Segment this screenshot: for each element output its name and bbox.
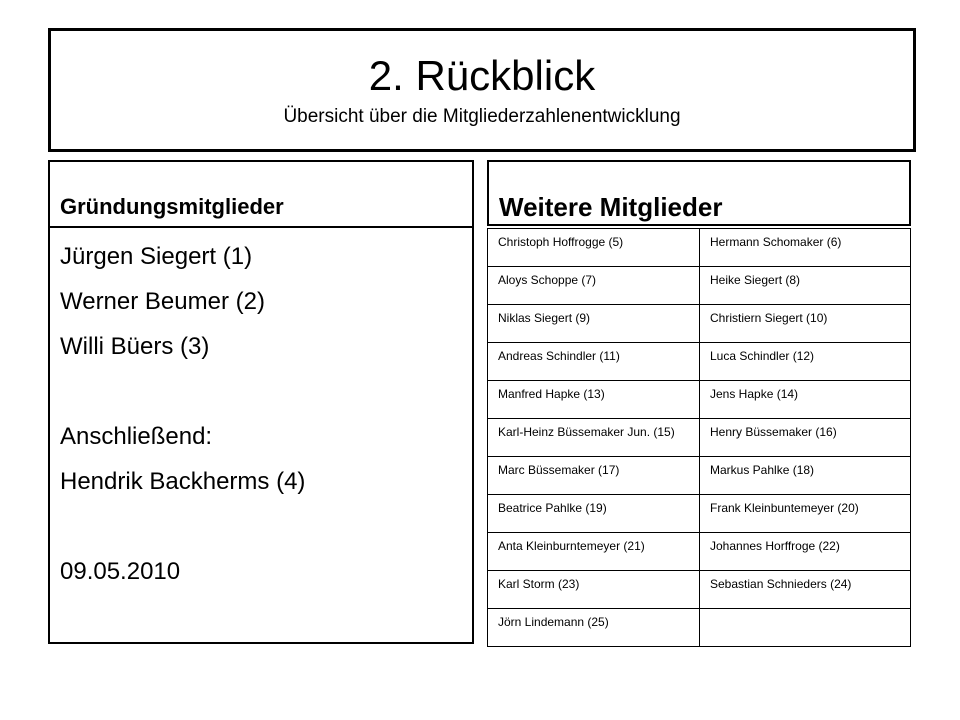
table-row	[488, 609, 911, 647]
member-cell: Henry Büssemaker (16)	[700, 419, 911, 457]
member-cell: Manfred Hapke (13)	[488, 381, 700, 419]
founders-panel	[48, 160, 474, 644]
slide-subtitle: Übersicht über die Mitgliederzahlenentwicklung	[283, 106, 681, 127]
member-cell: Karl-Heinz Büssemaker Jun. (15)	[488, 419, 700, 457]
member-cell: Niklas Siegert (9)	[488, 305, 700, 343]
table-row	[488, 533, 911, 571]
table-row	[488, 343, 911, 381]
member-cell: Aloys Schoppe (7)	[488, 267, 700, 305]
member-cell: Johannes Horffroge (22)	[700, 533, 911, 571]
member-cell: Frank Kleinbuntemeyer (20)	[700, 495, 911, 533]
table-row	[488, 267, 911, 305]
member-cell: Jens Hapke (14)	[700, 381, 911, 419]
table-row	[488, 419, 911, 457]
member-cell: Markus Pahlke (18)	[700, 457, 911, 495]
table-row	[488, 457, 911, 495]
member-cell: Luca Schindler (12)	[700, 343, 911, 381]
further-members-heading: Weitere Mitglieder	[487, 160, 911, 226]
spacer	[60, 369, 472, 414]
spacer	[60, 504, 472, 549]
member-cell: Christoph Hoffrogge (5)	[488, 229, 700, 267]
further-members-table	[487, 228, 911, 647]
slide-title: 2. Rückblick	[368, 52, 596, 99]
founding-date: 09.05.2010	[60, 558, 181, 585]
member-cell: Anta Kleinburntemeyer (21)	[488, 533, 700, 571]
founders-list	[50, 228, 472, 594]
further-members-body	[488, 229, 911, 647]
member-cell: Heike Siegert (8)	[700, 267, 911, 305]
table-row	[488, 571, 911, 609]
founder-item: Jürgen Siegert (1)	[60, 243, 253, 270]
member-cell: Marc Büssemaker (17)	[488, 457, 700, 495]
table-row	[488, 229, 911, 267]
table-row	[488, 495, 911, 533]
member-cell: Sebastian Schnieders (24)	[700, 571, 911, 609]
table-row	[488, 381, 911, 419]
member-cell	[700, 609, 911, 647]
afterwards-member: Hendrik Backherms (4)	[60, 468, 306, 495]
afterwards-label: Anschließend:	[60, 423, 213, 450]
member-cell: Christiern Siegert (10)	[700, 305, 911, 343]
member-cell: Hermann Schomaker (6)	[700, 229, 911, 267]
table-row	[488, 305, 911, 343]
member-cell: Beatrice Pahlke (19)	[488, 495, 700, 533]
founders-heading: Gründungsmitglieder	[50, 162, 472, 228]
title-box	[48, 28, 916, 152]
member-cell: Andreas Schindler (11)	[488, 343, 700, 381]
member-cell: Karl Storm (23)	[488, 571, 700, 609]
member-cell: Jörn Lindemann (25)	[488, 609, 700, 647]
founder-item: Willi Büers (3)	[60, 333, 210, 360]
founder-item: Werner Beumer (2)	[60, 288, 265, 315]
